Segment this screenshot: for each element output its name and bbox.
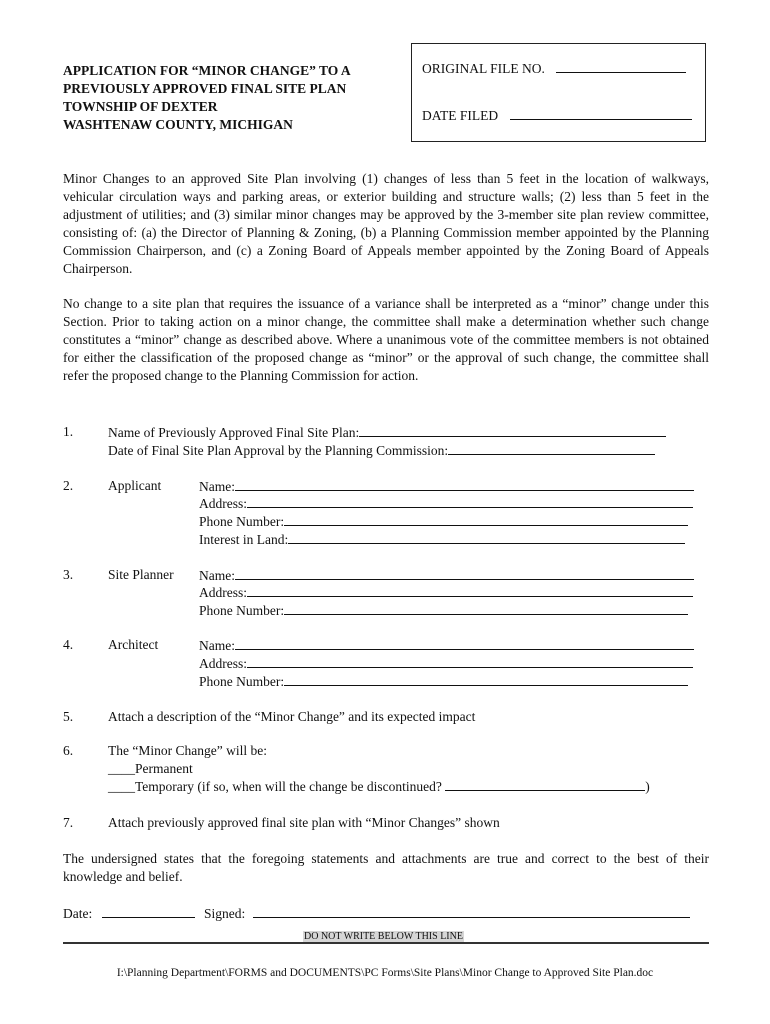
document-file-path: I:\Planning Department\FORMS and DOCUMENTS\PC Forms\Site Plans\Minor Change to Approved Site Plan.doc <box>116 967 654 979</box>
applicant-address-label: Address: <box>199 496 247 511</box>
site-planner-label: Site Planner <box>108 567 174 582</box>
signature-field[interactable] <box>253 904 690 918</box>
permanent-option[interactable] <box>108 760 193 778</box>
applicant-phone-row <box>199 512 688 531</box>
do-not-write-divider <box>63 942 709 944</box>
architect-name-label: Name: <box>199 638 235 653</box>
certification-statement: The undersigned states that the foregoing statements and attachments are true and correct to the best of their knowledge and belief. <box>63 851 709 884</box>
original-file-no-row <box>422 60 686 78</box>
title-line-1: APPLICATION FOR “MINOR CHANGE” TO A <box>63 63 351 78</box>
temporary-close-paren: ) <box>645 779 650 794</box>
applicant-phone-field[interactable] <box>284 512 688 526</box>
title-line-3: TOWNSHIP OF DEXTER <box>63 99 218 114</box>
applicant-label: Applicant <box>108 478 162 493</box>
form-title <box>63 62 351 134</box>
item-1-name-row <box>108 423 666 442</box>
signed-label: Signed: <box>204 906 246 921</box>
item-3-number: 3. <box>63 567 74 582</box>
site-planner-name-label: Name: <box>199 568 235 583</box>
applicant-interest-field[interactable] <box>288 530 685 544</box>
applicant-interest-label: Interest in Land: <box>199 532 289 547</box>
temporary-blank[interactable]: ____ <box>108 779 135 794</box>
site-planner-name-field[interactable] <box>235 566 694 580</box>
signature-row <box>63 904 690 923</box>
architect-phone-label: Phone Number: <box>199 674 285 689</box>
site-planner-phone-row <box>199 601 688 620</box>
permanent-label: Permanent <box>135 761 193 776</box>
item-1-date-row <box>108 441 655 460</box>
architect-phone-field[interactable] <box>284 672 688 686</box>
item-5-text: Attach a description of the “Minor Change” and its expected impact <box>108 709 476 724</box>
item-5-number: 5. <box>63 709 74 724</box>
site-planner-address-field[interactable] <box>247 583 693 597</box>
site-plan-name-field[interactable] <box>359 423 666 437</box>
site-planner-address-row <box>199 583 693 602</box>
item-2-number: 2. <box>63 478 74 493</box>
date-label: Date: <box>63 906 93 921</box>
site-planner-address-label: Address: <box>199 585 247 600</box>
applicant-name-label: Name: <box>199 479 235 494</box>
original-file-no-field[interactable] <box>556 60 686 73</box>
permanent-blank[interactable]: ____ <box>108 761 135 776</box>
architect-address-field[interactable] <box>247 654 693 668</box>
architect-label: Architect <box>108 637 159 652</box>
item-1-number: 1. <box>63 424 74 439</box>
intro-paragraph-1: Minor Changes to an approved Site Plan involving (1) changes of less than 5 feet in the location of walkways, vehicular circulation ways and parking areas, or exterior building and structure walls; (2) less than 5 feet in the adjustment of utilities; and (3) similar minor changes may be approved by the 3-member site plan review committee, consisting of: (a) the Director of Planning & Zoning, (b) a Planning Commission member appointed by the Planning Commission Chairperson, and (c) a Zoning Board of Appeals member appointed by the Zoning Board of Appeals Chairperson. <box>63 171 709 276</box>
item-4-number: 4. <box>63 637 74 652</box>
approval-date-field[interactable] <box>448 441 655 455</box>
architect-address-row <box>199 654 693 673</box>
title-line-2: PREVIOUSLY APPROVED FINAL SITE PLAN <box>63 81 347 96</box>
item-7-number: 7. <box>63 815 74 830</box>
site-plan-name-label: Name of Previously Approved Final Site Plan: <box>108 425 360 440</box>
applicant-phone-label: Phone Number: <box>199 514 285 529</box>
site-planner-phone-label: Phone Number: <box>199 603 285 618</box>
title-line-4: WASHTENAW COUNTY, MICHIGAN <box>63 117 293 132</box>
item-6-number: 6. <box>63 743 74 758</box>
date-filed-row <box>422 107 692 125</box>
date-filed-label: DATE FILED <box>422 108 499 123</box>
discontinue-date-field[interactable] <box>445 777 645 791</box>
architect-address-label: Address: <box>199 656 247 671</box>
architect-phone-row <box>199 672 688 691</box>
site-planner-phone-field[interactable] <box>284 601 688 615</box>
applicant-address-row <box>199 494 693 513</box>
date-filed-field[interactable] <box>510 107 692 120</box>
temporary-option[interactable] <box>108 777 650 796</box>
architect-name-row <box>199 636 694 655</box>
applicant-address-field[interactable] <box>247 494 693 508</box>
item-7-text: Attach previously approved final site plan with “Minor Changes” shown <box>108 815 500 830</box>
approval-date-label: Date of Final Site Plan Approval by the Planning Commission: <box>108 443 449 458</box>
applicant-interest-row <box>199 530 685 549</box>
file-info-box <box>411 43 706 142</box>
temporary-label: Temporary (if so, when will the change be discontinued? <box>135 779 442 794</box>
date-field[interactable] <box>102 904 195 918</box>
architect-name-field[interactable] <box>235 636 694 650</box>
item-6-text: The “Minor Change” will be: <box>108 743 267 758</box>
do-not-write-notice: DO NOT WRITE BELOW THIS LINE <box>304 931 463 942</box>
intro-paragraph-2: No change to a site plan that requires the issuance of a variance shall be interpreted as a “minor” change under this Section. Prior to taking action on a minor change, the committee shall make a determination whether such change constitutes a “minor” change as described above. Where a unanimous vote of the committee members is not obtained for either the classification of the proposed change as “minor” or the approval of such change, the committee shall refer the proposed change to the Planning Commission for action. <box>63 296 709 383</box>
original-file-no-label: ORIGINAL FILE NO. <box>422 61 545 76</box>
applicant-name-field[interactable] <box>235 477 694 491</box>
